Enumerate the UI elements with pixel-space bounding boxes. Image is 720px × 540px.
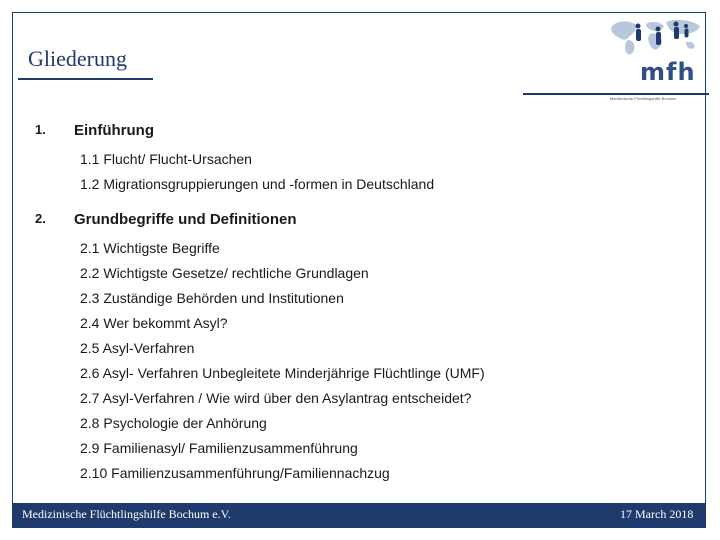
footer-date: 17 March 2018 bbox=[620, 507, 694, 521]
title-underline bbox=[18, 78, 153, 80]
outline-item: 2.2 Wichtigste Gesetze/ rechtliche Grundlagen bbox=[80, 265, 369, 281]
footer-organization: Medizinische Flüchtlingshilfe Bochum e.V. bbox=[22, 507, 231, 521]
section-title: Grundbegriffe und Definitionen bbox=[74, 211, 297, 228]
outline-item: 2.9 Familienasyl/ Familienzusammenführung bbox=[80, 440, 358, 456]
world-map-figures-icon bbox=[608, 16, 704, 58]
logo-subtitle: Medizinische Flüchtlingshilfe Bochum bbox=[610, 96, 677, 101]
logo-wordmark: mfh bbox=[640, 58, 696, 86]
outline-item: 1.2 Migrationsgruppierungen und -formen in Deutschland bbox=[80, 176, 435, 192]
outline-item: 2.4 Wer bekommt Asyl? bbox=[80, 315, 228, 331]
outline-item: 2.6 Asyl- Verfahren Unbegleitete Minderjährige Flüchtlinge (UMF) bbox=[80, 365, 485, 381]
outline-item: 2.10 Familienzusammenführung/Familiennachzug bbox=[80, 465, 390, 481]
outline-item: 2.8 Psychologie der Anhörung bbox=[80, 415, 267, 431]
slide-title: Gliederung bbox=[28, 46, 127, 71]
mfh-logo bbox=[608, 16, 704, 101]
logo-underline bbox=[523, 93, 709, 95]
outline-item: 2.1 Wichtigste Begriffe bbox=[80, 240, 220, 256]
outline-item: 2.5 Asyl-Verfahren bbox=[80, 340, 195, 356]
section-number: 2. bbox=[35, 211, 46, 226]
section-number: 1. bbox=[35, 122, 46, 137]
outline-item: 1.1 Flucht/ Flucht-Ursachen bbox=[80, 151, 252, 167]
outline-item: 2.3 Zuständige Behörden und Institutionen bbox=[80, 290, 344, 306]
section-title: Einführung bbox=[74, 122, 154, 139]
outline-item: 2.7 Asyl-Verfahren / Wie wird über den Asylantrag entscheidet? bbox=[80, 390, 472, 406]
